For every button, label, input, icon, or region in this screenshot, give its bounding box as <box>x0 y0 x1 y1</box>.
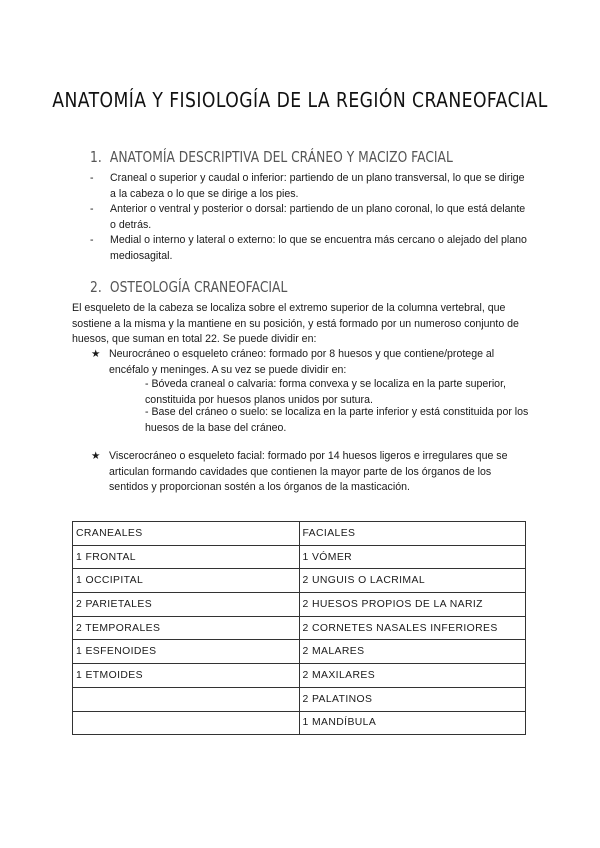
table-header-cell: CRANEALES <box>73 522 300 546</box>
table-cell: 1 OCCIPITAL <box>73 569 300 593</box>
table-row <box>73 687 526 711</box>
table-cell: 1 FRONTAL <box>73 545 300 569</box>
table-cell: 2 MALARES <box>299 640 526 664</box>
table-cell <box>73 687 300 711</box>
section-1-number: 1. <box>90 148 102 166</box>
star-bullet-icon: ★ <box>91 348 101 360</box>
list-item: - Anterior o ventral y posterior o dorsal: partiendo de un plano coronal, lo que está delante o detrás. <box>90 203 526 231</box>
neurocraneo-sub-1: - Bóveda craneal o calvaria: forma convexa y se localiza en la parte superior, constituida por huesos planos unidos por sutura. <box>145 378 506 406</box>
table-cell: 2 HUESOS PROPIOS DE LA NARIZ <box>299 593 526 617</box>
table-cell: 1 MANDÍBULA <box>299 711 526 735</box>
table-cell: 2 UNGUIS O LACRIMAL <box>299 569 526 593</box>
star-bullet-icon: ★ <box>91 450 101 462</box>
table-row <box>73 545 526 569</box>
table-cell <box>73 711 300 735</box>
section-2-number: 2. <box>90 278 102 296</box>
neurocraneo-sub-2: - Base del cráneo o suelo: se localiza en la parte inferior y está constituida por los huesos de la base del cráneo. <box>145 406 529 434</box>
section-2-heading <box>90 278 287 296</box>
section-2-title: OSTEOLOGÍA CRANEOFACIAL <box>109 278 288 296</box>
table-row <box>73 569 526 593</box>
section-1-list <box>90 171 530 264</box>
table-row <box>73 593 526 617</box>
table-row <box>73 640 526 664</box>
table-cell: 2 CORNETES NASALES INFERIORES <box>299 616 526 640</box>
bones-table <box>72 521 526 735</box>
list-item: - Craneal o superior y caudal o inferior: partiendo de un plano transversal, lo que se dirige a la cabeza o lo que se dirige a los pies. <box>90 172 525 200</box>
neurocraneo-text: Neurocráneo o esqueleto cráneo: formado por 8 huesos y que contiene/protege al encéfalo y meninges. A su vez se puede dividir en: <box>109 348 495 376</box>
table-header-cell: FACIALES <box>299 522 526 546</box>
table-row <box>73 664 526 688</box>
section-1-heading <box>90 148 453 166</box>
table-cell: 2 PALATINOS <box>299 687 526 711</box>
table-cell: 2 PARIETALES <box>73 593 300 617</box>
viscerocraneo-item <box>91 449 529 496</box>
section-2-intro: El esqueleto de la cabeza se localiza sobre el extremo superior de la columna vertebral, que sostiene a la misma y la mantiene en su posición, y está formado por un numeroso conjunto de huesos, que suman en total 22. Se puede dividir en: <box>72 302 519 345</box>
table-header-row <box>73 522 526 546</box>
page-title: ANATOMÍA Y FISIOLOGÍA DE LA REGIÓN CRANEOFACIAL <box>52 88 548 112</box>
section-1-title: ANATOMÍA DESCRIPTIVA DEL CRÁNEO Y MACIZO FACIAL <box>109 148 453 166</box>
table-cell: 1 VÓMER <box>299 545 526 569</box>
table-cell: 2 TEMPORALES <box>73 616 300 640</box>
table-row <box>73 711 526 735</box>
table-cell: 1 ETMOIDES <box>73 664 300 688</box>
table-cell: 2 MAXILARES <box>299 664 526 688</box>
viscerocraneo-text: Viscerocráneo o esqueleto facial: formado por 14 huesos ligeros e irregulares que se articulan formando cavidades que contienen la mayor parte de los órganos de los sentidos y proporcionan sostén a los órganos de la masticación. <box>109 450 508 493</box>
table-row <box>73 616 526 640</box>
table-cell: 1 ESFENOIDES <box>73 640 300 664</box>
neurocraneo-item <box>91 347 529 378</box>
list-item: - Medial o interno y lateral o externo: lo que se encuentra más cercano o alejado del plano mediosagital. <box>90 234 527 262</box>
